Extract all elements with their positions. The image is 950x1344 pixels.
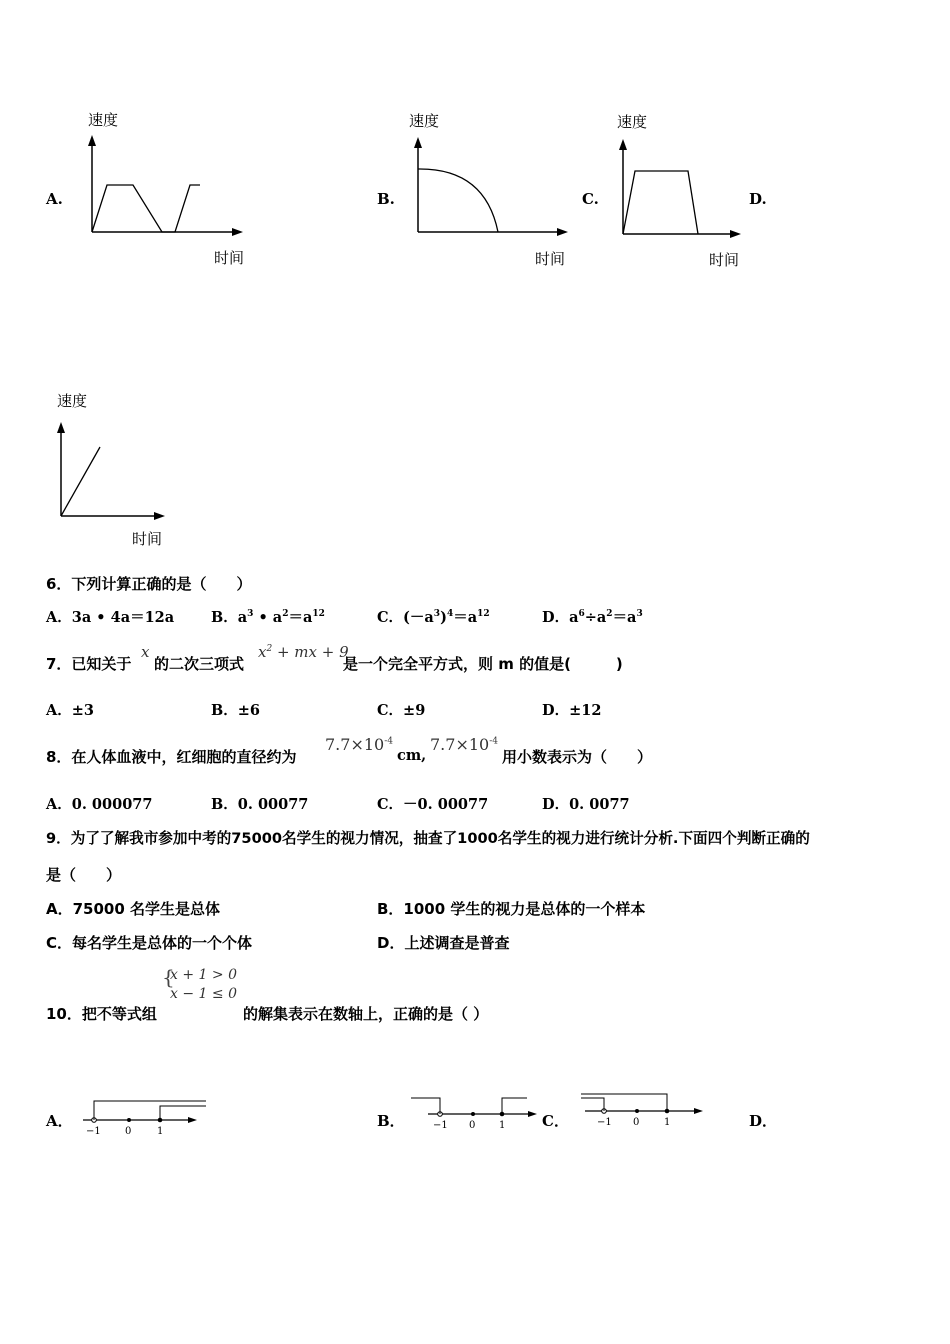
q7-stem-c: 是一个完全平方式，则 m 的值是( )	[343, 655, 623, 673]
q6-b-mid: • a	[253, 609, 283, 626]
numberline-a-tick-neg1: −1	[86, 1126, 101, 1137]
q10-option-a[interactable]: A．	[46, 1112, 73, 1130]
q9-stem-line1: 9．为了了解我市参加中考的75000名学生的视力情况，抽查了1000名学生的视力进行统计分析.下面四个判断正确的	[46, 830, 810, 847]
q6-b-exp3: 12	[312, 609, 325, 620]
q9-stem-line2: 是（ ）	[46, 866, 122, 884]
q9-option-b[interactable]: B．1000 学生的视力是总体的一个样本	[377, 900, 646, 918]
q6-c-eq: ＝a	[453, 609, 478, 626]
q6-d-exp2: 2	[606, 609, 613, 620]
q8-value-2-num: 7.7×10	[430, 735, 490, 754]
q6-stem: 6．下列计算正确的是（ ）	[46, 575, 252, 593]
q6-b-exp1: 3	[247, 609, 254, 620]
q8-option-b[interactable]: B．0. 00077	[211, 796, 309, 813]
q6-b-exp2: 2	[282, 609, 289, 620]
q6-d-exp1: 6	[578, 609, 585, 620]
q7-option-d[interactable]: D．±12	[542, 702, 602, 719]
q7-expr-x: x	[258, 643, 267, 661]
q8-stem-a: 8．在人体血液中，红细胞的直径约为	[46, 748, 297, 766]
q6-d-eq: ＝a	[612, 609, 637, 626]
q7-stem-b: 的二次三项式	[154, 655, 245, 673]
graph-b-xlabel: 时间	[535, 250, 566, 268]
q10-inequality-2: x − 1 ≤ 0	[170, 986, 237, 1002]
q6-c-exp3: 12	[477, 609, 490, 620]
q10-option-b[interactable]: B．	[377, 1112, 405, 1130]
q8-value-1-exp: -4	[384, 736, 393, 747]
q10-option-d[interactable]: D．	[749, 1112, 778, 1130]
graph-option-d[interactable]: D.	[749, 190, 767, 208]
q6-b-base: B．a	[211, 609, 248, 626]
q7-expr-rest: + mx + 9	[272, 643, 349, 661]
q7-option-a[interactable]: A．±3	[46, 702, 94, 719]
q7-expr-exp: 2	[266, 644, 273, 654]
q8-stem-b: 用小数表示为（ ）	[502, 748, 653, 766]
graph-d-xlabel: 时间	[132, 530, 163, 548]
q9-option-d[interactable]: D．上述调查是普查	[377, 934, 510, 952]
q8-value-1-num: 7.7×10	[325, 735, 385, 754]
q6-c-base: C．(－a	[377, 609, 434, 626]
graph-option-a[interactable]: A.	[46, 190, 63, 208]
q8-option-a[interactable]: A．0. 000077	[46, 796, 153, 813]
q7-option-c[interactable]: C．±9	[377, 702, 426, 719]
q6-a-text: A．3a • 4a＝12a	[46, 609, 175, 626]
numberline-c-tick-neg1: −1	[597, 1117, 612, 1128]
numberline-a-tick-0: 0	[125, 1126, 132, 1137]
q6-d-exp3: 3	[636, 609, 643, 620]
graph-c-ylabel: 速度	[617, 113, 648, 131]
numberline-c-ray-2	[581, 1094, 667, 1111]
q10-option-c[interactable]: C．	[542, 1112, 569, 1130]
graph-a-ylabel: 速度	[88, 111, 119, 129]
numberline-a-tick-1: 1	[157, 1126, 164, 1137]
graph-c-xlabel: 时间	[709, 251, 740, 269]
q7-var: x	[141, 643, 150, 661]
q6-d-base: D．a	[542, 609, 579, 626]
numberline-c-ray-1	[581, 1098, 604, 1111]
numberline-c-dot-0	[635, 1109, 639, 1113]
graph-option-b[interactable]: B.	[377, 190, 395, 208]
graph-a-xlabel: 时间	[214, 249, 245, 267]
q6-c-exp2: 4	[446, 609, 454, 620]
q10-stem-b: 的解集表示在数轴上，正确的是（ ）	[243, 1005, 489, 1023]
q8-unit: cm,	[397, 747, 427, 764]
numberline-c-arrow	[694, 1108, 703, 1114]
q8-option-d[interactable]: D．0. 0077	[542, 796, 630, 813]
q6-b-eq: ＝a	[288, 609, 313, 626]
numberline-c-tick-1: 1	[664, 1117, 671, 1128]
q10-stem-a: 10．把不等式组	[46, 1005, 157, 1023]
q10-inequality-1: x + 1 > 0	[170, 967, 237, 983]
graph-option-c[interactable]: C.	[582, 190, 599, 208]
graph-d-ylabel: 速度	[57, 392, 88, 410]
q6-c-close: )	[440, 609, 447, 626]
q7-option-b[interactable]: B．±6	[211, 702, 260, 719]
numberline-c-tick-0: 0	[633, 1117, 640, 1128]
q10-brace: {	[162, 965, 175, 989]
numberline-b-tick-0: 0	[469, 1120, 476, 1131]
graph-b-ylabel: 速度	[409, 112, 440, 130]
numberline-b-tick-neg1: −1	[433, 1120, 448, 1131]
q9-option-a[interactable]: A．75000 名学生是总体	[46, 900, 221, 918]
q8-option-c[interactable]: C．－0. 00077	[377, 796, 489, 813]
q7-stem-a: 7．已知关于	[46, 655, 132, 673]
q6-d-mid: ÷a	[584, 609, 607, 626]
numberline-b-tick-1: 1	[499, 1120, 506, 1131]
q9-option-c[interactable]: C．每名学生是总体的一个个体	[46, 934, 253, 952]
q6-c-exp1: 3	[433, 609, 441, 620]
q8-value-2-exp: -4	[489, 736, 498, 747]
